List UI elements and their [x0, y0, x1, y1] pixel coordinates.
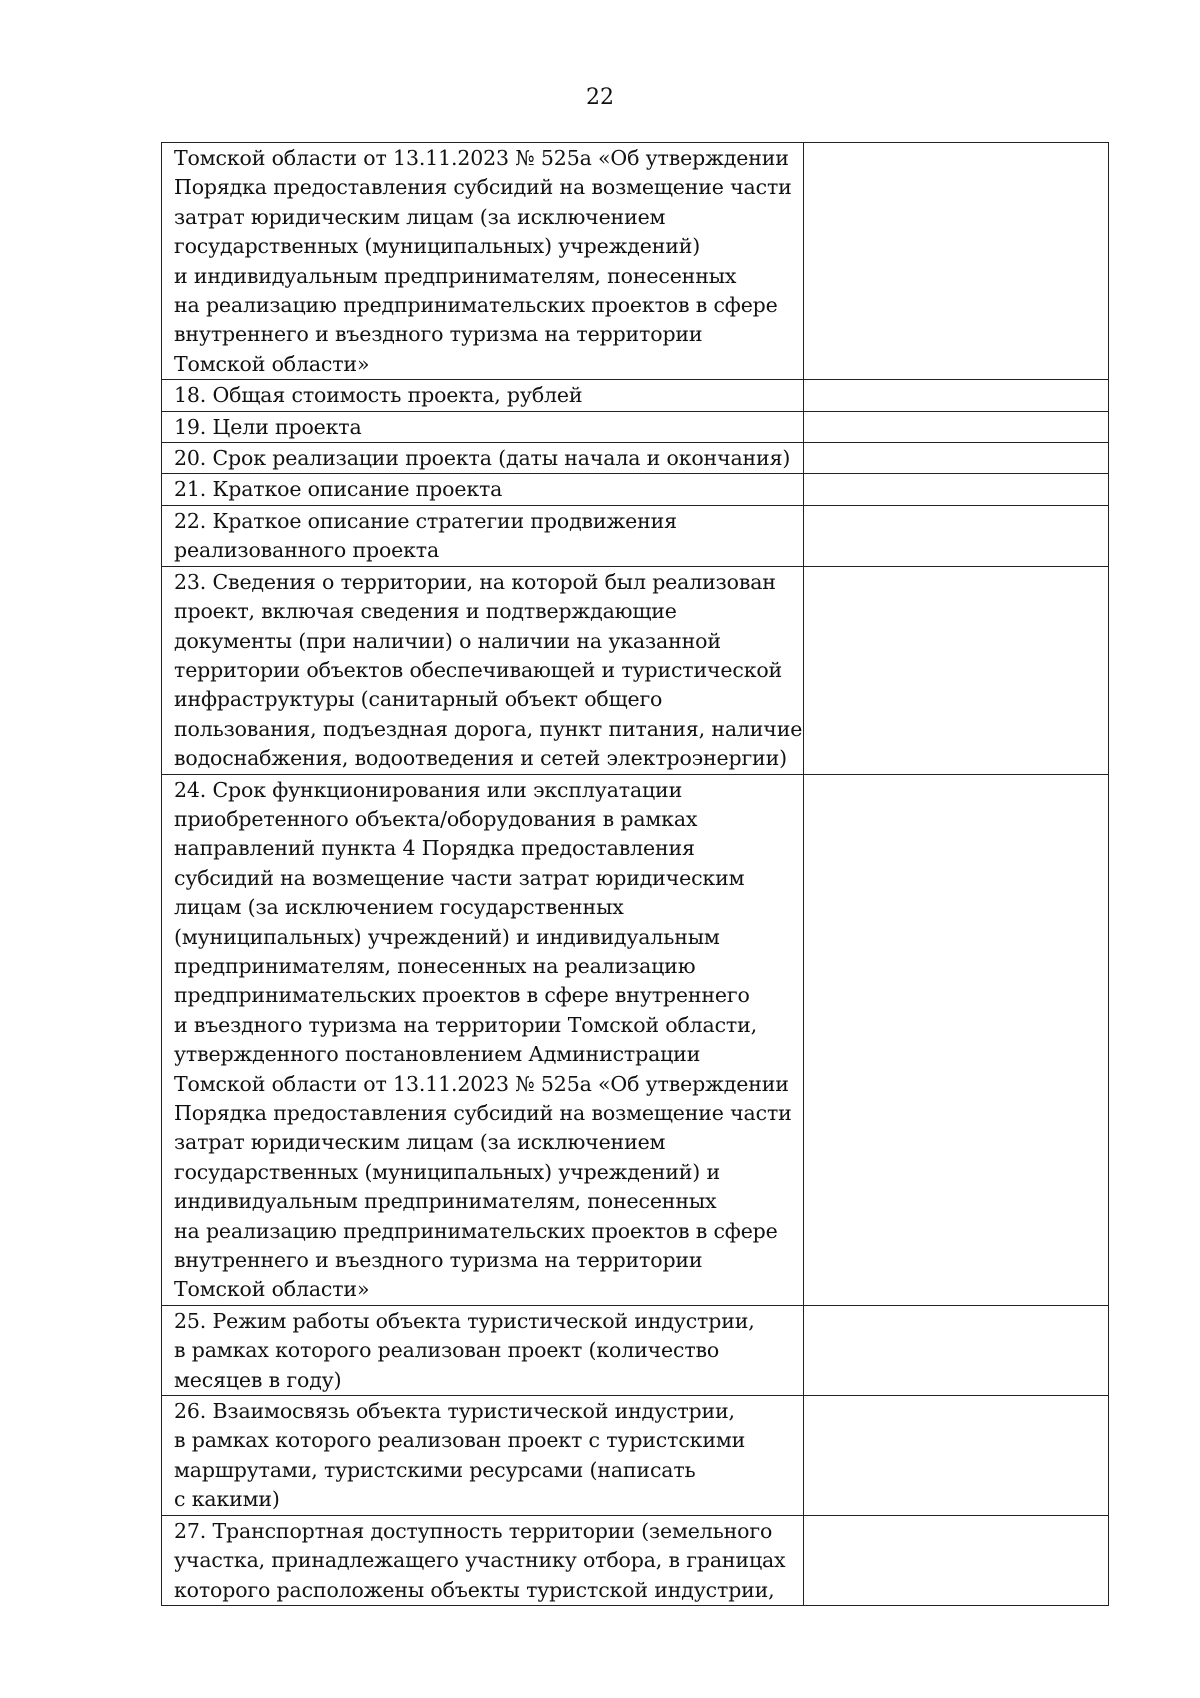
table-row — [162, 1396, 1109, 1516]
row-value — [804, 506, 1108, 507]
row-label-cell — [162, 1305, 804, 1395]
row-label: 26. Взаимосвязь объекта туристической индустрии, в рамках которого реализован проект с туристскими маршрутами, туристскими ресурсами (написать с какими) — [174, 1399, 746, 1512]
row-label: 19. Цели проекта — [174, 414, 362, 439]
row-label: 24. Срок функционирования или эксплуатации приобретенного объекта/оборудования в рамках направлений пункта 4 Порядка предоставления субсидий на возмещение части затрат юридическим лицам (за исключением государственных (муниципальных) учреждений) и индивидуальным предпринимателям, понесенных на реализацию предпринимательских проектов в сфере внутреннего и въездного туризма на территории Томской области, утвержденного постановлением Администрации Томской области от 13.11.2023 № 525а «Об утверждении Порядка предоставления субсидий на возмещение части затрат юридическим лицам (за исключением государственных (муниципальных) учреждений) и индивидуальным предпринимателям, понесенных на реализацию предпринимательских проектов в сфере внутреннего и въездного туризма на территории Томской области» — [174, 777, 792, 1302]
row-value-cell[interactable] — [804, 505, 1109, 566]
row-label: 23. Сведения о территории, на которой был реализован проект, включая сведения и подтверждающие документы (при наличии) о наличии на указанной территории объектов обеспечивающей и туристической инфраструктуры (санитарный объект общего пользования, подъездная дорога, пункт питания, наличие водоснабжения, водоотведения и сетей электроэнергии) — [174, 569, 803, 771]
row-label: Томской области от 13.11.2023 № 525а «Об утверждении Порядка предоставления субсидий на возмещение части затрат юридическим лицам (за исключением государственных (муниципальных) учреждений) и индивидуальным предпринимателям, понесенных на реализацию предпринимательских проектов в сфере внутреннего и въездного туризма на территории Томской области» — [174, 146, 792, 376]
row-value-cell[interactable] — [804, 143, 1109, 380]
table-row — [162, 411, 1109, 442]
row-value-cell[interactable] — [804, 566, 1109, 774]
page-number: 22 — [586, 85, 614, 110]
table-row — [162, 380, 1109, 411]
row-value — [804, 775, 1108, 776]
row-label-cell — [162, 143, 804, 380]
row-value-cell[interactable] — [804, 443, 1109, 474]
row-label: 22. Краткое описание стратегии продвижения реализованного проекта — [174, 508, 677, 563]
table-row — [162, 774, 1109, 1305]
row-value — [804, 1396, 1108, 1397]
application-form-table — [161, 142, 1109, 1606]
row-value-cell[interactable] — [804, 1515, 1109, 1605]
row-label: 21. Краткое описание проекта — [174, 477, 503, 502]
row-value — [804, 380, 1108, 381]
row-value — [804, 412, 1108, 413]
row-label: 27. Транспортная доступность территории (земельного участка, принадлежащего участнику отбора, в границах которого расположены объекты туристской индустрии, — [174, 1518, 786, 1602]
row-value-cell[interactable] — [804, 380, 1109, 411]
row-label-cell — [162, 443, 804, 474]
row-value — [804, 567, 1108, 568]
table-row — [162, 443, 1109, 474]
table-row — [162, 566, 1109, 774]
row-value — [804, 1516, 1108, 1517]
row-value-cell[interactable] — [804, 774, 1109, 1305]
table-row — [162, 505, 1109, 566]
row-label: 18. Общая стоимость проекта, рублей — [174, 383, 583, 408]
row-value — [804, 443, 1108, 444]
row-label-cell — [162, 411, 804, 442]
row-label-cell — [162, 474, 804, 505]
row-label-cell — [162, 774, 804, 1305]
row-value-cell[interactable] — [804, 1305, 1109, 1395]
table-row — [162, 474, 1109, 505]
table-row — [162, 1515, 1109, 1605]
table-row — [162, 1305, 1109, 1395]
row-label: 25. Режим работы объекта туристической индустрии, в рамках которого реализован проект (количество месяцев в году) — [174, 1308, 755, 1392]
row-label-cell — [162, 566, 804, 774]
table-row — [162, 143, 1109, 380]
row-label: 20. Срок реализации проекта (даты начала и окончания) — [174, 446, 791, 471]
row-value — [804, 143, 1108, 144]
row-label-cell — [162, 1515, 804, 1605]
row-value-cell[interactable] — [804, 411, 1109, 442]
row-label-cell — [162, 1396, 804, 1516]
row-value-cell[interactable] — [804, 1396, 1109, 1516]
row-label-cell — [162, 505, 804, 566]
row-label-cell — [162, 380, 804, 411]
row-value — [804, 1306, 1108, 1307]
row-value — [804, 474, 1108, 475]
row-value-cell[interactable] — [804, 474, 1109, 505]
